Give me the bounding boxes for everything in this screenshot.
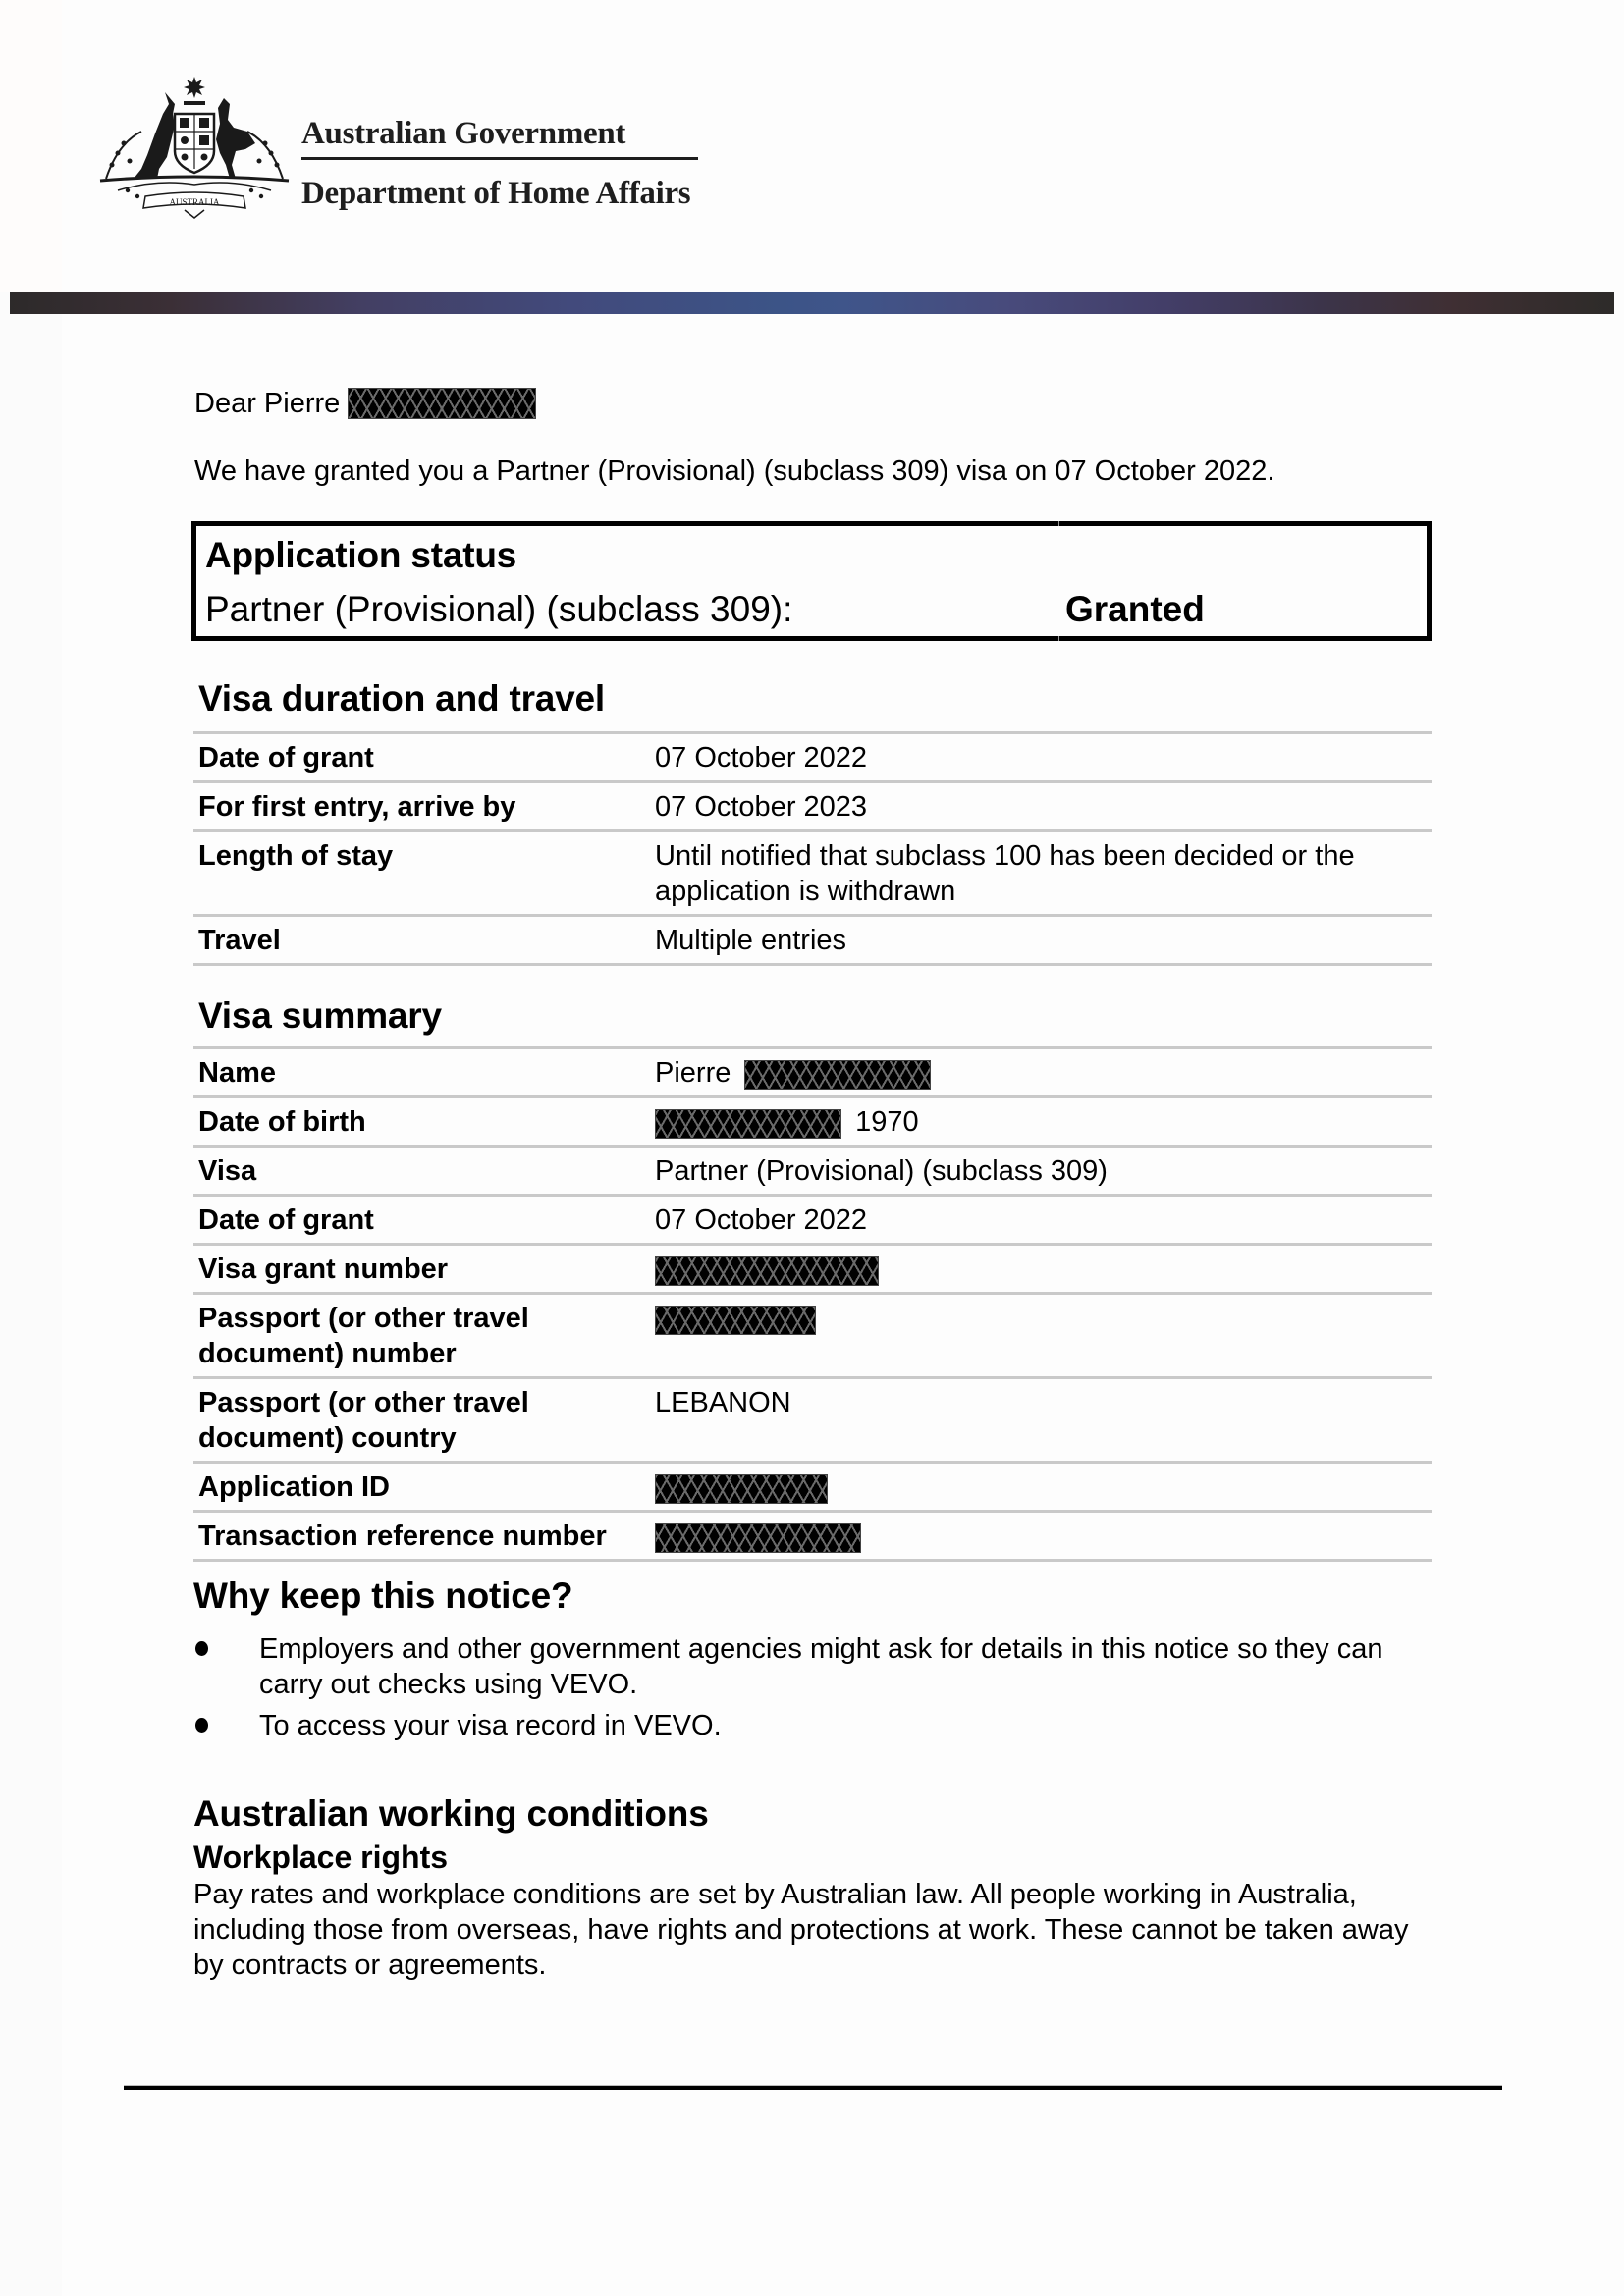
- agency-divider: [301, 157, 698, 160]
- row-label: Passport (or other travel document) number: [198, 1303, 529, 1369]
- redacted-birth-day-month: [655, 1109, 841, 1139]
- table-row: [193, 1243, 1432, 1292]
- row-label: Date of grant: [198, 742, 374, 774]
- application-status-title: Application status: [205, 535, 517, 575]
- visa-summary-table: [193, 1046, 1432, 1562]
- visa-duration-table: [193, 731, 1432, 966]
- kangaroo-icon: [134, 92, 175, 179]
- row-label: Transaction reference number: [198, 1521, 607, 1552]
- redacted-application-id: [655, 1474, 828, 1504]
- table-row: [193, 780, 1432, 829]
- crest-scroll-label: AUSTRALIA: [169, 197, 220, 207]
- redacted-visa-grant-number: [655, 1256, 879, 1286]
- given-name: Pierre: [655, 1057, 731, 1089]
- row-value: Until notified that subclass 100 has been decided or the application is withdrawn: [655, 840, 1355, 907]
- row-label: Passport (or other travel document) country: [198, 1387, 529, 1454]
- table-row: [193, 1046, 1432, 1095]
- footer-divider: [124, 2085, 1502, 2090]
- commonwealth-star-icon: [184, 77, 205, 98]
- row-value: 07 October 2023: [655, 791, 868, 823]
- status-column-tick: [1058, 521, 1059, 526]
- row-value: [650, 1104, 1432, 1140]
- workplace-rights-subheading: Workplace rights: [193, 1840, 449, 1875]
- workplace-rights-paragraph: Pay rates and workplace conditions are set by Australian law. All people working in Australia, including those from overseas, have rights and protections at work. These cannot be taken away by contracts or agreements.: [193, 1879, 1409, 1981]
- row-label: Travel: [198, 925, 281, 956]
- row-value: Partner (Provisional) (subclass 309): [655, 1155, 1108, 1187]
- redacted-transaction-reference: [655, 1523, 861, 1553]
- emu-icon: [216, 98, 255, 179]
- coat-of-arms-icon: [98, 75, 291, 220]
- list-item-text: To access your visa record in VEVO.: [259, 1710, 722, 1741]
- bullet-icon: [195, 1641, 208, 1656]
- table-row: [193, 829, 1432, 914]
- agency-name-block: [301, 114, 698, 213]
- why-keep-list: [193, 1631, 1432, 1749]
- redacted-surname: [348, 388, 536, 419]
- bullet-icon: [195, 1718, 208, 1733]
- table-row: [193, 1145, 1432, 1194]
- status-column-tick: [1058, 636, 1059, 641]
- redacted-surname: [744, 1060, 931, 1090]
- row-value: [650, 1519, 1432, 1554]
- row-label: Length of stay: [198, 840, 394, 872]
- list-item: [193, 1631, 1432, 1702]
- why-keep-heading: Why keep this notice?: [193, 1575, 573, 1616]
- greeting: [194, 386, 536, 421]
- row-label: Visa grant number: [198, 1254, 449, 1285]
- greeting-text: Dear Pierre: [194, 388, 341, 419]
- row-value: [650, 1252, 1432, 1287]
- row-value: 07 October 2022: [655, 1204, 868, 1236]
- table-row: [193, 1194, 1432, 1243]
- status-badge: Granted: [1065, 589, 1205, 629]
- department-name: Department of Home Affairs: [301, 176, 691, 211]
- table-row: [193, 1461, 1432, 1510]
- row-label: Date of grant: [198, 1204, 374, 1236]
- row-value: 07 October 2022: [655, 742, 868, 774]
- table-row: [193, 914, 1432, 966]
- header-banner: [10, 292, 1614, 314]
- table-row: [193, 1292, 1432, 1376]
- table-row: [193, 1376, 1432, 1461]
- table-row: [193, 731, 1432, 780]
- table-row: [193, 1510, 1432, 1562]
- application-status-box: [191, 521, 1432, 641]
- birth-year: 1970: [855, 1106, 919, 1138]
- row-label: Application ID: [198, 1471, 390, 1503]
- application-status-label: Partner (Provisional) (subclass 309):: [205, 589, 793, 629]
- visa-summary-heading: Visa summary: [198, 995, 442, 1036]
- row-label: Name: [198, 1057, 276, 1089]
- government-name: Australian Government: [301, 116, 626, 151]
- row-label: For first entry, arrive by: [198, 791, 516, 823]
- list-item: [193, 1708, 1432, 1743]
- visa-duration-heading: Visa duration and travel: [198, 678, 605, 719]
- row-value: LEBANON: [655, 1387, 791, 1418]
- row-label: Date of birth: [198, 1106, 366, 1138]
- row-value: [650, 1469, 1432, 1505]
- row-value: Multiple entries: [655, 925, 847, 956]
- grant-intro: We have granted you a Partner (Provisional) (subclass 309) visa on 07 October 2022.: [194, 455, 1275, 487]
- row-label: Visa: [198, 1155, 257, 1187]
- table-row: [193, 1095, 1432, 1145]
- row-value: [650, 1055, 1432, 1091]
- row-value: [650, 1301, 1432, 1371]
- redacted-passport-number: [655, 1306, 816, 1335]
- working-conditions-heading: Australian working conditions: [193, 1793, 709, 1834]
- list-item-text: Employers and other government agencies might ask for details in this notice so they can carry out checks using VEVO.: [259, 1633, 1383, 1700]
